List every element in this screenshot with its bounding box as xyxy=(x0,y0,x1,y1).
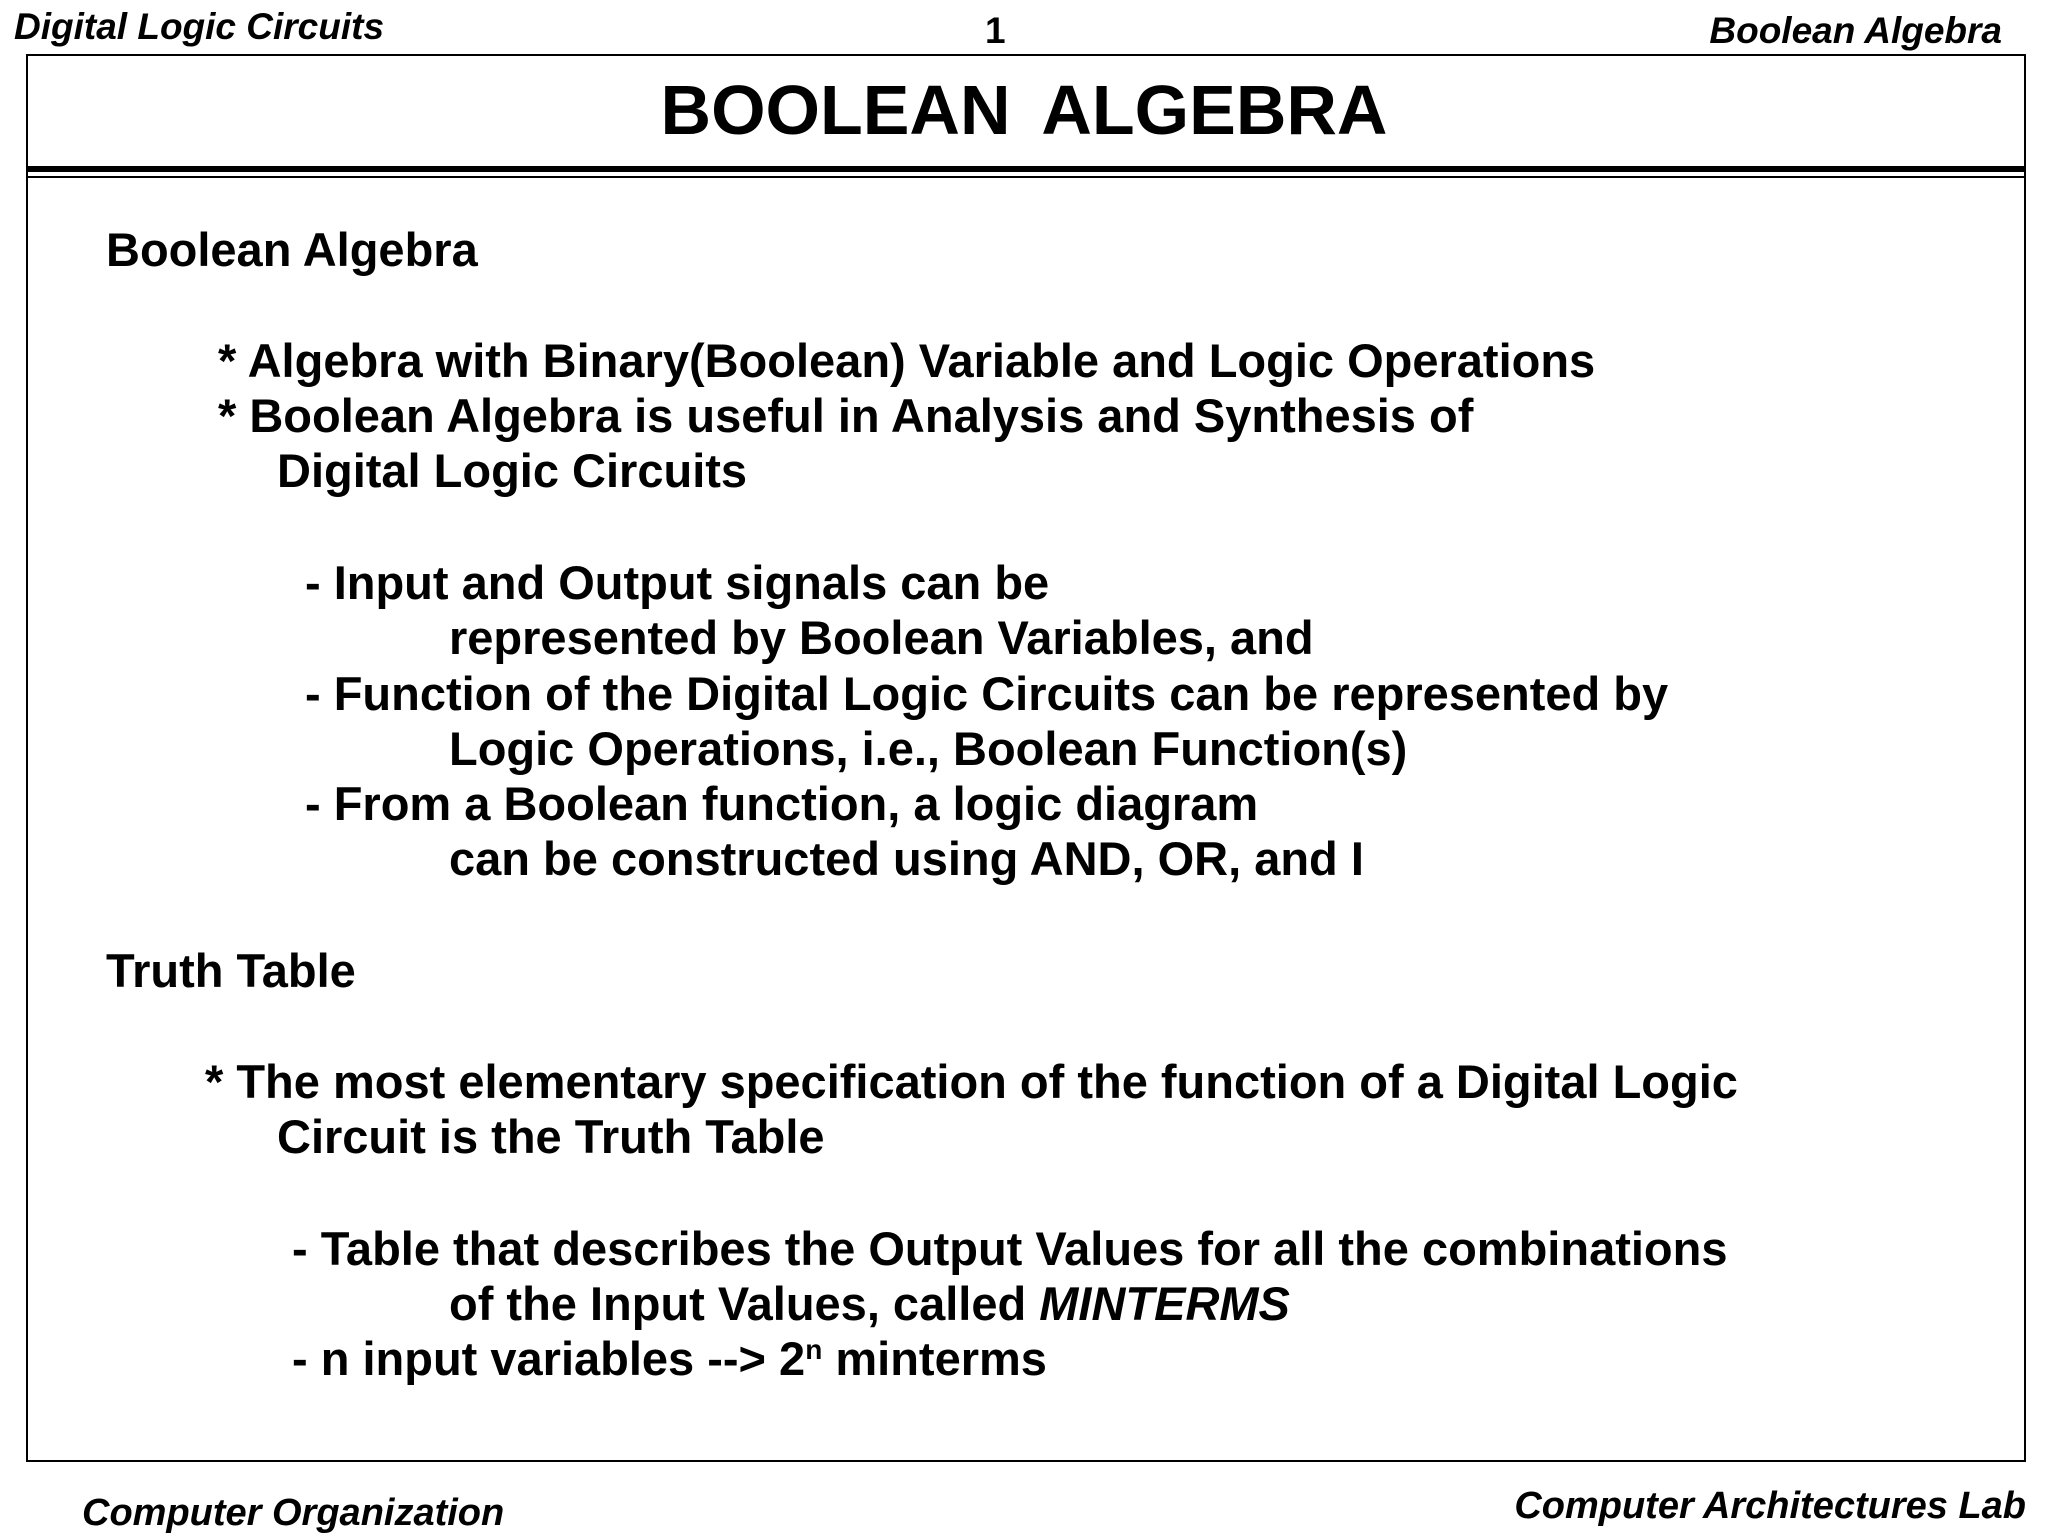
section-heading-truth-table: Truth Table xyxy=(106,944,356,997)
exponent-n: n xyxy=(805,1334,823,1365)
sub-item-minterm-count xyxy=(292,1332,1047,1385)
header-course-title: Digital Logic Circuits xyxy=(14,6,385,47)
bullet-usefulness-line2: Digital Logic Circuits xyxy=(277,444,748,497)
sub-item-table-line1: - Table that describes the Output Values for all the combinations xyxy=(292,1222,1728,1275)
sub-item-io-line2: represented by Boolean Variables, and xyxy=(449,611,1314,664)
footer-lab: Computer Architectures Lab xyxy=(1514,1485,2026,1527)
bullet-truth-table-line2: Circuit is the Truth Table xyxy=(277,1110,825,1163)
section-heading-boolean-algebra: Boolean Algebra xyxy=(106,223,478,276)
sub-item-io-line1: - Input and Output signals can be xyxy=(305,556,1050,609)
sub-item-table-line2-text: of the Input Values, called xyxy=(449,1277,1040,1330)
minterm-count-suffix: minterms xyxy=(822,1332,1047,1385)
sub-item-table-line2 xyxy=(449,1277,1290,1330)
bullet-truth-table-line1: * The most elementary specification of the function of a Digital Logic xyxy=(205,1055,1738,1108)
bullet-algebra-definition: * Algebra with Binary(Boolean) Variable and Logic Operations xyxy=(218,334,1596,387)
bullet-usefulness-line1: * Boolean Algebra is useful in Analysis and Synthesis of xyxy=(218,389,1474,442)
page-number: 1 xyxy=(985,10,1006,51)
title-divider-thick xyxy=(26,166,2026,172)
minterms-term: MINTERMS xyxy=(1039,1277,1290,1330)
title-divider-thin xyxy=(26,176,2026,178)
sub-item-diagram-line1: - From a Boolean function, a logic diagram xyxy=(305,777,1259,830)
sub-item-diagram-line2: can be constructed using AND, OR, and I xyxy=(449,832,1364,885)
minterm-count-prefix: - n input variables --> 2 xyxy=(292,1332,806,1385)
sub-item-function-line2: Logic Operations, i.e., Boolean Function(s) xyxy=(449,722,1408,775)
footer-course: Computer Organization xyxy=(82,1492,505,1534)
sub-item-function-line1: - Function of the Digital Logic Circuits can be represented by xyxy=(305,667,1669,720)
slide-title: BOOLEAN ALGEBRA xyxy=(660,71,1388,149)
header-topic: Boolean Algebra xyxy=(1709,10,2002,51)
